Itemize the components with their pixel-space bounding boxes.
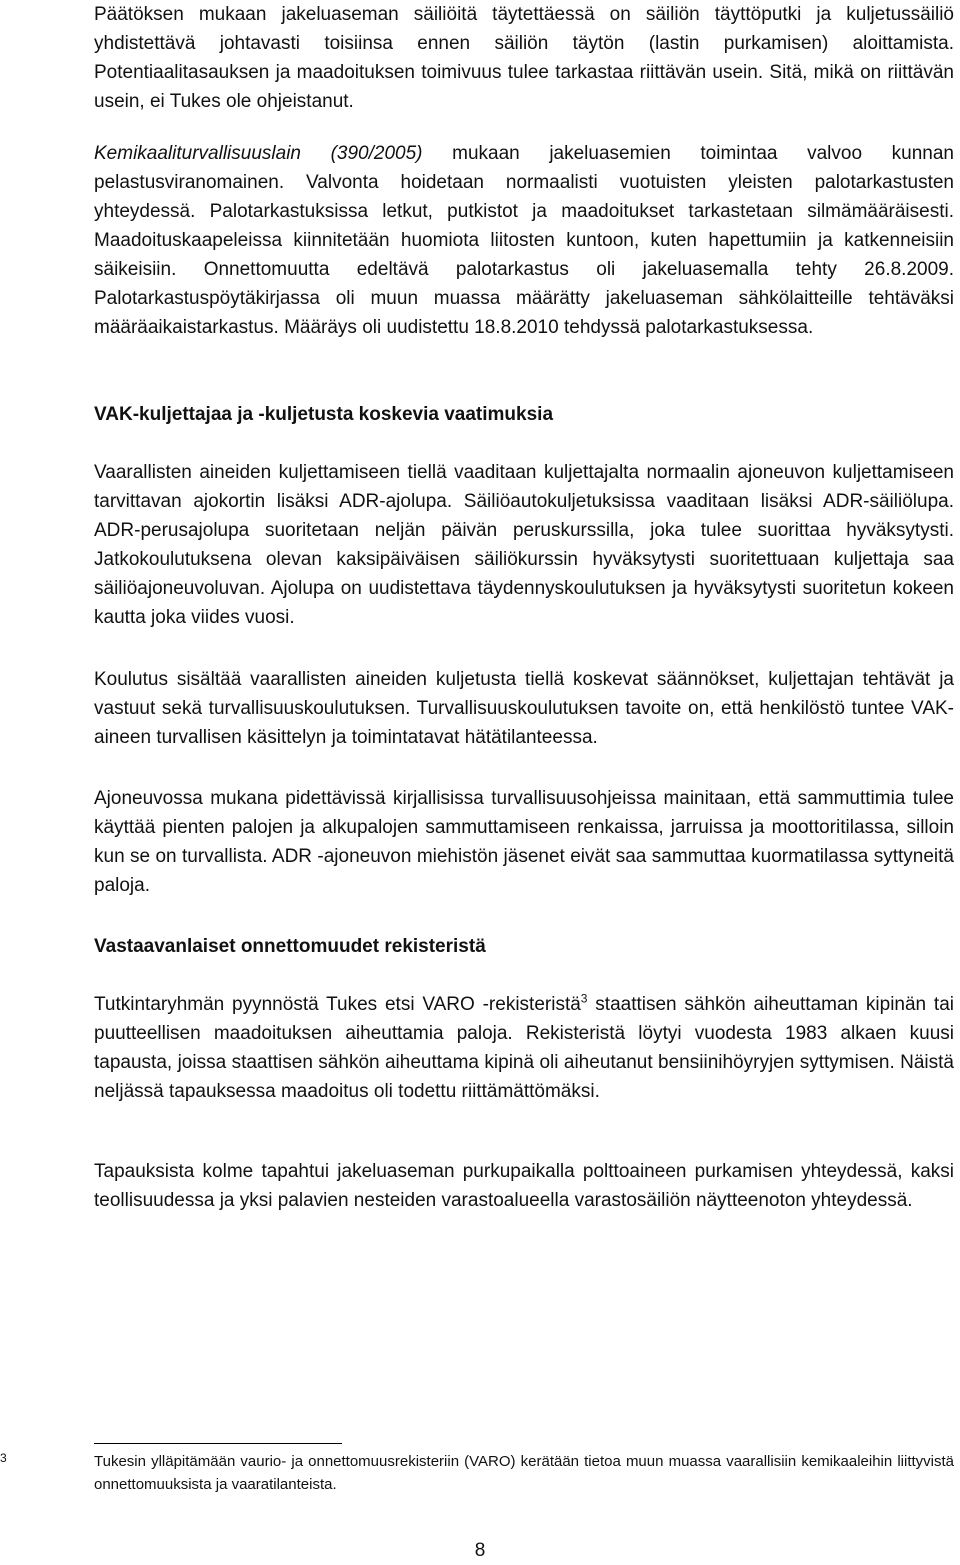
page-number: 8 xyxy=(474,1540,486,1561)
paragraph-supervision-text: mukaan jakeluasemien toimintaa valvoo kunnan pelastusviranomainen. Valvonta hoidetaan normaalisti vuotuisten yleisten palotarkastusten yhteydessä. Palotarkastuksissa letkut, putkistot ja maadoitukset tarkastetaan silmämääräisesti. Maadoituskaapeleissa kiinnitetään huomiota liitosten kuntoon, kuten hapettumiin ja katkenneisiin säikeisiin. Onnettomuutta edeltävä palotarkastus oli jakeluasemalla tehty 26.8.2009. Palotarkastuspöytäkirjassa oli muun muassa määrätty jakeluaseman sähkölaitteille tehtäväksi määräaikaistarkastus. Määräys oli uudistettu 18.8.2010 tehdyssä palotarkastuksessa. xyxy=(94,143,954,338)
footnote-reference: 3 xyxy=(580,991,588,1006)
paragraph-varo-register xyxy=(94,990,954,1106)
heading-vak-requirements: VAK-kuljettajaa ja -kuljetusta koskevia vaatimuksia xyxy=(94,404,554,425)
footnote-number: 3 xyxy=(0,1451,7,1465)
law-reference: Kemikaaliturvallisuuslain (390/2005) xyxy=(94,143,423,164)
footnote xyxy=(0,1450,954,1496)
paragraph-varo-text-a: Tutkintaryhmän pyynnöstä Tukes etsi VARO -rekisteristä xyxy=(94,994,581,1015)
paragraph-supervision xyxy=(94,139,954,342)
footnote-divider xyxy=(94,1443,342,1444)
paragraph-training: Koulutus sisältää vaarallisten aineiden kuljetusta tiellä koskevat säännökset, kuljettajan tehtävät ja vastuut sekä turvallisuuskoulutuksen. Turvallisuuskoulutuksen tavoite on, että henkilöstö tuntee VAK-aineen turvallisen käsittelyn ja toimintatavat hätätilanteessa. xyxy=(94,669,954,748)
paragraph-storage-filling: Päätöksen mukaan jakeluaseman säiliöitä täytettäessä on säiliön täyttöputki ja kuljetussäiliö yhdistettävä johtavasti toisiinsa ennen säiliön täytön (lastin purkamisen) aloittamista. Potentiaalitasauksen ja maadoituksen toimivuus tulee tarkastaa riittävän usein. Sitä, mikä on riittävän usein, ei Tukes ole ohjeistanut. xyxy=(94,4,954,112)
paragraph-cases: Tapauksista kolme tapahtui jakeluaseman purkupaikalla polttoaineen purkamisen yhteydessä, kaksi teollisuudessa ja yksi palavien nesteiden varastoalueella varastosäiliön näytteenoton yhteydessä. xyxy=(94,1161,954,1211)
paragraph-fire-instructions: Ajoneuvossa mukana pidettävissä kirjallisissa turvallisuusohjeissa mainitaan, että sammuttimia tulee käyttää pienten palojen ja alkupalojen sammuttamiseen renkaissa, jarruissa ja moottoritilassa, silloin kun se on turvallista. ADR -ajoneuvon miehistön jäsenet eivät saa sammuttaa kuormatilassa syttyneitä paloja. xyxy=(94,788,954,896)
paragraph-varo-text-b: staattisen sähkön aiheuttaman kipinän tai puutteellisen maadoituksen aiheuttamia paloja. Rekisteristä löytyi vuodesta 1983 alkaen kuusi tapausta, joissa staattisen sähkön aiheuttama kipinä oli aiheutanut bensiinihöyryjen syttymisen. Näistä neljässä tapauksessa maadoitus oli todettu riittämättömäksi. xyxy=(94,994,954,1102)
paragraph-adr-license: Vaarallisten aineiden kuljettamiseen tiellä vaaditaan kuljettajalta normaalin ajoneuvon kuljettamiseen tarvittavan ajokortin lisäksi ADR-ajolupa. Säiliöautokuljetuksissa vaaditaan lisäksi ADR-säiliölupa. ADR-perusajolupa suoritetaan neljän päivän peruskurssilla, joka tulee suorittaa hyväksytysti. Jatkokoulutuksena olevan kaksipäiväisen säiliökurssin hyväksytysti suoritettuaan kuljettaja saa säiliöajoneuvoluvan. Ajolupa on uudistettava täydennyskoulutuksen ja hyväksytysti suoritetun kokeen kautta joka viides vuosi. xyxy=(94,462,954,628)
footnote-text: Tukesin ylläpitämään vaurio- ja onnettomuusrekisteriin (VARO) kerätään tietoa muun muassa vaarallisiin kemikaaleihin liittyvistä onnettomuuksista ja vaaratilanteista. xyxy=(94,1453,954,1493)
heading-similar-accidents: Vastaavanlaiset onnettomuudet rekisteristä xyxy=(94,936,486,957)
